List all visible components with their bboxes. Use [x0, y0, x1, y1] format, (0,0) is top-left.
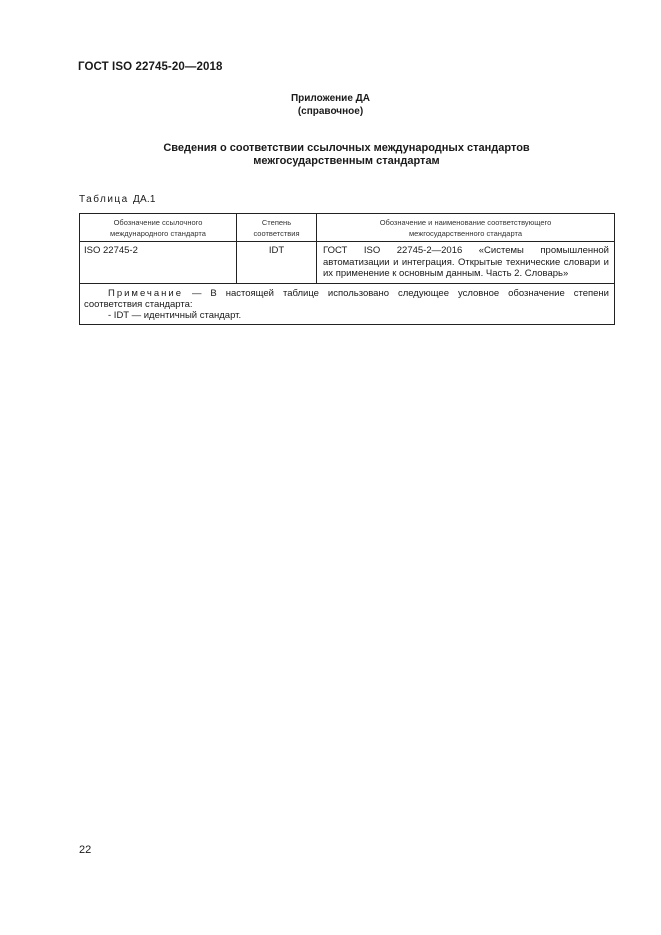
interstate-standard: ГОСТ ISO 22745-2—2016 «Системы промышленной автоматизации и интеграция. Открытые технические словари и их применение к основным данным. Часть 2. Словарь» [323, 245, 609, 279]
table-caption [79, 194, 156, 205]
column-header-standard [317, 214, 615, 242]
note-text: — В настоящей таблице использовано следующее условное обозначение степени соответствия стандарта: [84, 287, 609, 310]
page-number: 22 [79, 844, 92, 856]
table-cell-degree [237, 242, 317, 284]
table-note-row [80, 283, 615, 324]
table-caption-number: ДА.1 [133, 194, 156, 205]
column-header-standard-line-1: Обозначение и наименование соответствующего [379, 218, 552, 227]
document-code: ГОСТ ISO 22745-20—2018 [78, 61, 223, 73]
degree-of-conformity: IDT [268, 245, 285, 256]
column-header-ref [80, 214, 237, 242]
column-header-degree-line-2: соответствия [253, 229, 300, 238]
table-cell-ref [80, 242, 237, 284]
column-header-degree [237, 214, 317, 242]
annex-subtitle: (справочное) [297, 106, 364, 117]
column-header-degree-line-1: Степень [261, 218, 292, 227]
note-list-item: - IDT — идентичный стандарт. [108, 309, 242, 321]
section-title-line-1: Сведения о соответствии ссылочных международных стандартов [163, 142, 530, 154]
table-caption-label: Таблица [79, 194, 129, 205]
section-title [0, 142, 661, 168]
table-cell-standard [317, 242, 615, 284]
annex-title: Приложение ДА [290, 93, 371, 104]
note-paragraph [84, 288, 609, 310]
table-header-row [80, 214, 615, 242]
annex-heading [0, 92, 661, 118]
column-header-ref-line-1: Обозначение ссылочного [113, 218, 203, 227]
table-row [80, 242, 615, 284]
column-header-ref-line-2: международного стандарта [110, 229, 206, 238]
ref-standard: ISO 22745-2 [84, 245, 138, 256]
table-note [80, 283, 615, 324]
correspondence-table [79, 213, 615, 325]
column-header-standard-line-2: межгосударственного стандарта [409, 229, 522, 238]
section-title-line-2: межгосударственным стандартам [253, 155, 440, 167]
note-label: Примечание [108, 287, 183, 299]
